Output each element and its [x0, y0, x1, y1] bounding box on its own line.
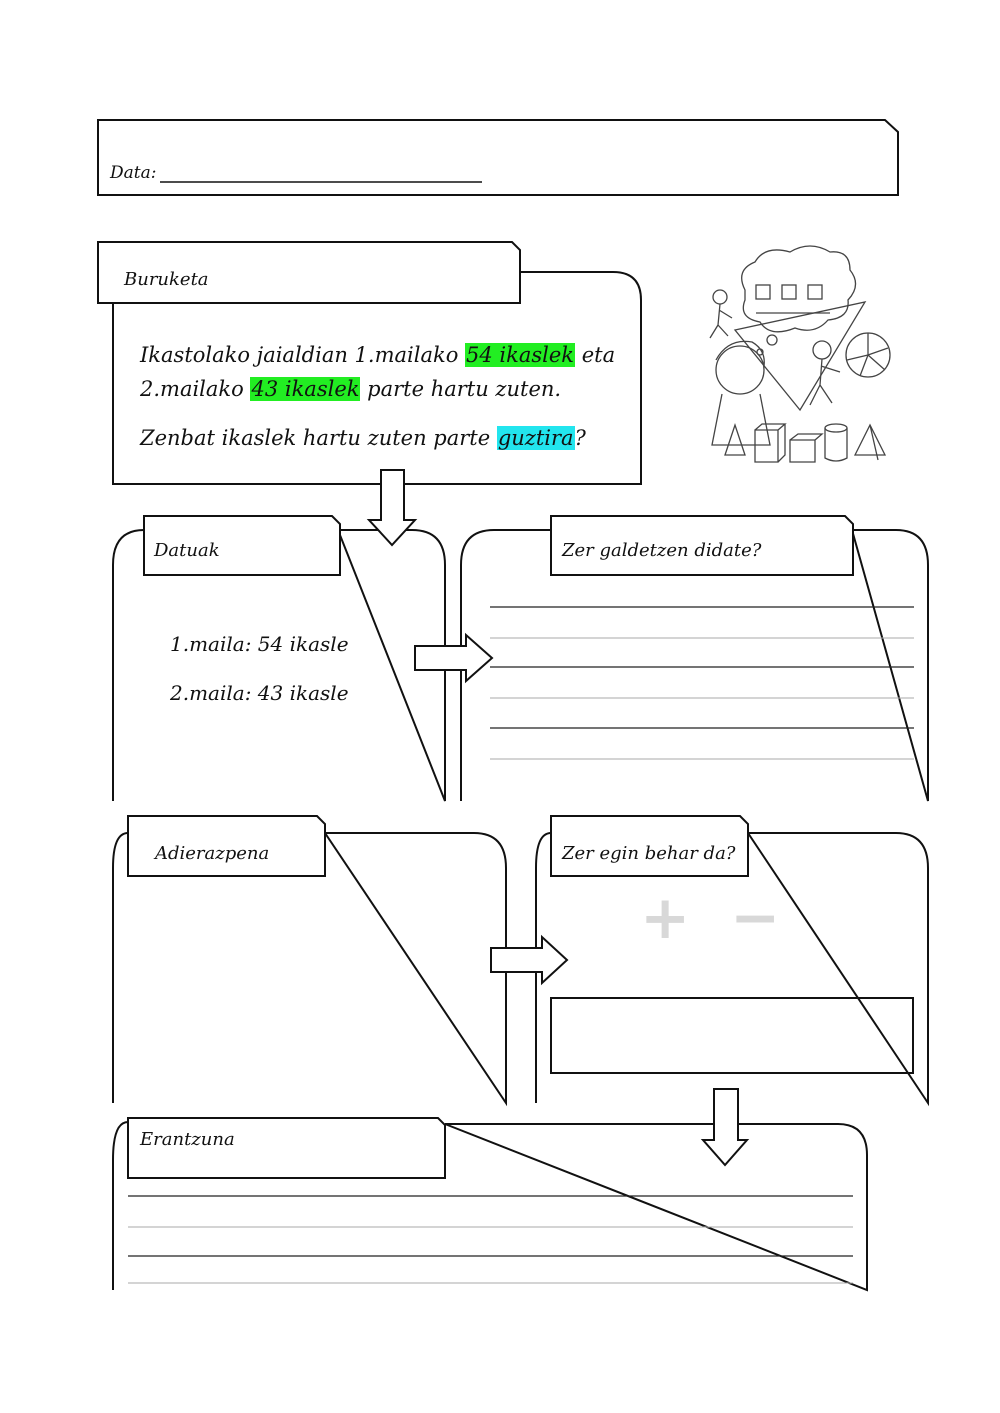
problem-question-post: ?: [574, 426, 586, 450]
header-box: [98, 120, 898, 195]
problem-question-pre: Zenbat ikaslek hartu zuten parte: [140, 426, 497, 450]
datuak-title: Datuak: [154, 540, 220, 561]
datuak-item: 2.maila: 43 ikasle: [170, 681, 349, 705]
statement-writing-area[interactable]: [125, 885, 495, 1090]
question-answer-area[interactable]: [490, 585, 914, 765]
arrow-down-icon: [703, 1089, 747, 1165]
datuak-item: 1.maila: 54 ikasle: [170, 632, 349, 656]
highlight-54-ikaslek: 54 ikaslek: [466, 343, 575, 367]
operation-input-box[interactable]: [550, 997, 914, 1074]
statement-title: Adierazpena: [155, 843, 270, 864]
minus-sign-option[interactable]: −: [730, 883, 781, 953]
operation-title: Zer egin behar da?: [562, 843, 736, 864]
arrow-right-icon: [415, 635, 492, 681]
problem-question: [140, 426, 586, 450]
date-input[interactable]: [160, 160, 482, 182]
answer-writing-area[interactable]: [128, 1180, 853, 1285]
highlight-guztira: guztira: [497, 426, 574, 450]
question-box-title: Zer galdetzen didate?: [562, 540, 762, 561]
answer-title: Erantzuna: [140, 1129, 235, 1150]
plus-sign-option[interactable]: +: [640, 883, 691, 953]
problem-line-2: [140, 377, 561, 401]
problem-line-1-post: eta: [575, 343, 616, 367]
problem-line-1-pre: Ikastolako jaialdian 1.mailako: [140, 343, 466, 367]
highlight-43-ikaslek: 43 ikaslek: [251, 377, 360, 401]
problem-line-2-pre: 2.mailako: [140, 377, 251, 401]
problem-title: Buruketa: [124, 269, 209, 290]
arrow-down-icon: [369, 470, 415, 545]
date-label: Data:: [110, 163, 157, 183]
math-kids-illustration: [710, 246, 890, 462]
arrow-right-icon: [491, 937, 567, 983]
problem-line-1: [140, 343, 615, 367]
problem-line-2-post: parte hartu zuten.: [360, 377, 562, 401]
